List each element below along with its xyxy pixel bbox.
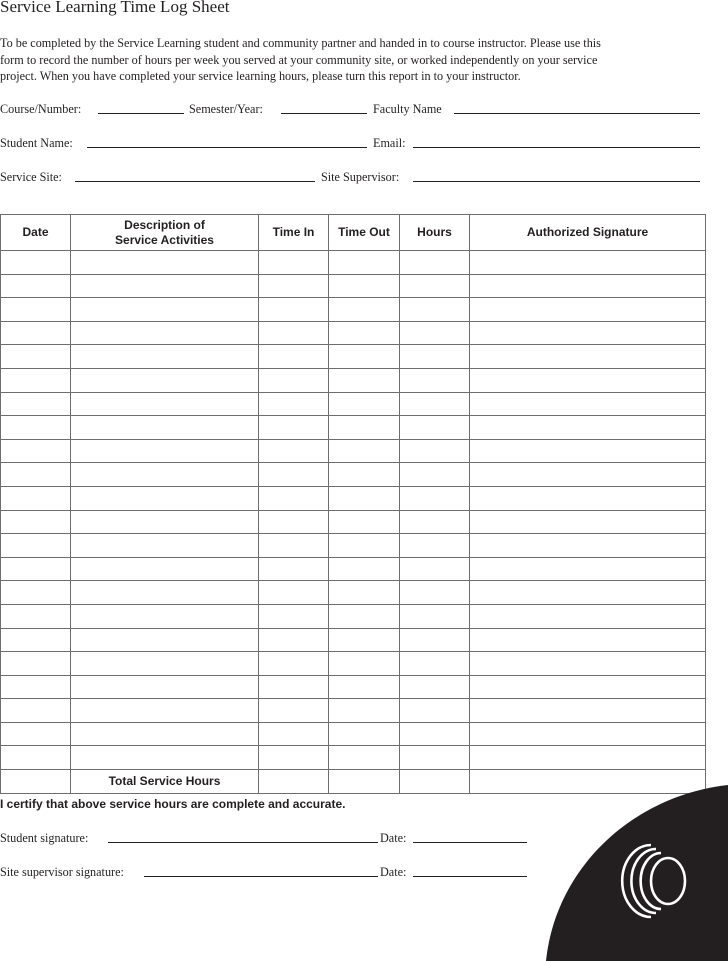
signature-cell[interactable]	[470, 321, 706, 345]
hours-cell[interactable]	[400, 604, 470, 628]
hours-cell[interactable]	[400, 628, 470, 652]
time-out-cell[interactable]	[329, 722, 400, 746]
date-cell[interactable]	[1, 298, 71, 322]
time-in-cell[interactable]	[259, 675, 329, 699]
description-cell[interactable]	[71, 652, 259, 676]
time-in-cell[interactable]	[259, 699, 329, 723]
signature-cell[interactable]	[470, 699, 706, 723]
time-out-cell[interactable]	[329, 699, 400, 723]
total-date-cell[interactable]	[1, 770, 71, 794]
table-row	[1, 251, 706, 275]
description-cell[interactable]	[71, 298, 259, 322]
signature-cell[interactable]	[470, 581, 706, 605]
table-row	[1, 463, 706, 487]
signature-cell[interactable]	[470, 746, 706, 770]
time-log-table	[0, 214, 706, 794]
student-signature-label: Student signature:	[0, 831, 89, 845]
page-title: Service Learning Time Log Sheet	[0, 0, 230, 16]
email-field[interactable]	[413, 147, 700, 148]
time-out-cell[interactable]	[329, 416, 400, 440]
student-name-field[interactable]	[87, 147, 367, 148]
hours-cell[interactable]	[400, 652, 470, 676]
date-cell[interactable]	[1, 439, 71, 463]
time-in-cell[interactable]	[259, 439, 329, 463]
description-cell[interactable]	[71, 557, 259, 581]
signature-cell[interactable]	[470, 298, 706, 322]
date-cell[interactable]	[1, 486, 71, 510]
table-row	[1, 534, 706, 558]
column-header-date: Date	[1, 215, 71, 251]
date-cell[interactable]	[1, 510, 71, 534]
description-cell[interactable]	[71, 274, 259, 298]
hours-cell[interactable]	[400, 557, 470, 581]
table-row	[1, 557, 706, 581]
time-in-cell[interactable]	[259, 557, 329, 581]
faculty-name-label: Faculty Name	[373, 102, 442, 116]
faculty-name-field[interactable]	[454, 113, 700, 114]
signature-cell[interactable]	[470, 274, 706, 298]
hours-cell[interactable]	[400, 463, 470, 487]
time-out-cell[interactable]	[329, 392, 400, 416]
time-out-cell[interactable]	[329, 368, 400, 392]
hours-cell[interactable]	[400, 675, 470, 699]
date-cell[interactable]	[1, 321, 71, 345]
signature-cell[interactable]	[470, 604, 706, 628]
email-label: Email:	[373, 136, 406, 150]
student-date-label: Date:	[380, 831, 407, 845]
time-in-cell[interactable]	[259, 534, 329, 558]
table-row	[1, 345, 706, 369]
date-cell[interactable]	[1, 368, 71, 392]
total-hours-cell[interactable]	[400, 770, 470, 794]
supervisor-date-label: Date:	[380, 865, 407, 879]
logo-corner-shape	[546, 785, 728, 961]
description-cell[interactable]	[71, 581, 259, 605]
service-site-label: Service Site:	[0, 170, 62, 184]
table-row	[1, 392, 706, 416]
time-in-cell[interactable]	[259, 628, 329, 652]
total-time-out-cell[interactable]	[329, 770, 400, 794]
time-out-cell[interactable]	[329, 251, 400, 275]
site-supervisor-label: Site Supervisor:	[321, 170, 400, 184]
hours-cell[interactable]	[400, 298, 470, 322]
hours-cell[interactable]	[400, 274, 470, 298]
description-cell[interactable]	[71, 604, 259, 628]
time-in-cell[interactable]	[259, 510, 329, 534]
site-supervisor-field[interactable]	[413, 181, 700, 182]
certification-statement: I certify that above service hours are complete and accurate.	[0, 797, 346, 811]
table-row	[1, 652, 706, 676]
date-cell[interactable]	[1, 557, 71, 581]
column-header-authorized-signature: Authorized Signature	[470, 215, 706, 251]
table-row	[1, 628, 706, 652]
table-row	[1, 581, 706, 605]
time-out-cell[interactable]	[329, 463, 400, 487]
column-header-description-line: Description of	[124, 217, 205, 232]
description-cell[interactable]	[71, 251, 259, 275]
time-out-cell[interactable]	[329, 604, 400, 628]
description-cell[interactable]	[71, 722, 259, 746]
hours-cell[interactable]	[400, 746, 470, 770]
date-cell[interactable]	[1, 345, 71, 369]
signature-cell[interactable]	[470, 510, 706, 534]
signature-cell[interactable]	[470, 675, 706, 699]
date-cell[interactable]	[1, 652, 71, 676]
signature-cell[interactable]	[470, 628, 706, 652]
supervisor-signature-label: Site supervisor signature:	[0, 865, 124, 879]
hours-cell[interactable]	[400, 416, 470, 440]
time-in-cell[interactable]	[259, 392, 329, 416]
signature-cell[interactable]	[470, 416, 706, 440]
time-out-cell[interactable]	[329, 534, 400, 558]
semester-year-field[interactable]	[281, 113, 367, 114]
signature-cell[interactable]	[470, 439, 706, 463]
time-out-cell[interactable]	[329, 581, 400, 605]
time-in-cell[interactable]	[259, 722, 329, 746]
time-in-cell[interactable]	[259, 368, 329, 392]
signature-cell[interactable]	[470, 722, 706, 746]
time-out-cell[interactable]	[329, 486, 400, 510]
instructions	[0, 35, 705, 85]
time-out-cell[interactable]	[329, 321, 400, 345]
service-site-field[interactable]	[75, 181, 315, 182]
table-row	[1, 746, 706, 770]
hours-cell[interactable]	[400, 722, 470, 746]
student-signature-field[interactable]	[108, 842, 378, 843]
signature-cell[interactable]	[470, 652, 706, 676]
description-cell[interactable]	[71, 439, 259, 463]
description-cell[interactable]	[71, 368, 259, 392]
signature-cell[interactable]	[470, 557, 706, 581]
time-out-cell[interactable]	[329, 510, 400, 534]
date-cell[interactable]	[1, 416, 71, 440]
table-row	[1, 439, 706, 463]
time-out-cell[interactable]	[329, 652, 400, 676]
time-in-cell[interactable]	[259, 251, 329, 275]
total-time-in-cell[interactable]	[259, 770, 329, 794]
college-logo-icon	[546, 785, 728, 961]
time-out-cell[interactable]	[329, 274, 400, 298]
date-cell[interactable]	[1, 581, 71, 605]
description-cell[interactable]	[71, 628, 259, 652]
date-cell[interactable]	[1, 251, 71, 275]
description-cell[interactable]	[71, 534, 259, 558]
time-in-cell[interactable]	[259, 604, 329, 628]
date-cell[interactable]	[1, 628, 71, 652]
hours-cell[interactable]	[400, 368, 470, 392]
date-cell[interactable]	[1, 274, 71, 298]
description-cell[interactable]	[71, 746, 259, 770]
description-cell[interactable]	[71, 321, 259, 345]
semester-year-label: Semester/Year:	[189, 102, 263, 116]
time-out-cell[interactable]	[329, 345, 400, 369]
table-row	[1, 675, 706, 699]
description-cell[interactable]	[71, 699, 259, 723]
column-header-time-in: Time In	[259, 215, 329, 251]
student-name-label: Student Name:	[0, 136, 73, 150]
table-body	[1, 251, 706, 794]
instructions-line: form to record the number of hours per week you served at your community site, or worked independently on your service	[0, 52, 598, 67]
column-header-description-line: Service Activities	[115, 232, 214, 247]
description-cell[interactable]	[71, 345, 259, 369]
table-row	[1, 298, 706, 322]
hours-cell[interactable]	[400, 439, 470, 463]
instructions-line: project. When you have completed your service learning hours, please turn this report in to your instructor.	[0, 69, 521, 84]
hours-cell[interactable]	[400, 392, 470, 416]
time-in-cell[interactable]	[259, 581, 329, 605]
time-out-cell[interactable]	[329, 675, 400, 699]
student-date-field[interactable]	[413, 842, 527, 843]
time-in-cell[interactable]	[259, 652, 329, 676]
time-in-cell[interactable]	[259, 345, 329, 369]
date-cell[interactable]	[1, 675, 71, 699]
description-cell[interactable]	[71, 486, 259, 510]
signature-cell[interactable]	[470, 534, 706, 558]
hours-cell[interactable]	[400, 486, 470, 510]
table-row	[1, 321, 706, 345]
hours-cell[interactable]	[400, 699, 470, 723]
description-cell[interactable]	[71, 675, 259, 699]
table-row	[1, 274, 706, 298]
signature-cell[interactable]	[470, 392, 706, 416]
table-row	[1, 722, 706, 746]
signature-cell[interactable]	[470, 251, 706, 275]
date-cell[interactable]	[1, 722, 71, 746]
column-header-time-out: Time Out	[329, 215, 400, 251]
hours-cell[interactable]	[400, 345, 470, 369]
instructions-line: To be completed by the Service Learning student and community partner and handed in to course instructor. Please use this	[0, 36, 601, 50]
table-row	[1, 510, 706, 534]
hours-cell[interactable]	[400, 251, 470, 275]
table-row	[1, 699, 706, 723]
date-cell[interactable]	[1, 699, 71, 723]
time-out-cell[interactable]	[329, 439, 400, 463]
date-cell[interactable]	[1, 604, 71, 628]
signature-cell[interactable]	[470, 463, 706, 487]
description-cell[interactable]	[71, 416, 259, 440]
date-cell[interactable]	[1, 746, 71, 770]
description-cell[interactable]	[71, 510, 259, 534]
column-header-hours: Hours	[400, 215, 470, 251]
time-out-cell[interactable]	[329, 746, 400, 770]
table-row	[1, 416, 706, 440]
time-in-cell[interactable]	[259, 486, 329, 510]
hours-cell[interactable]	[400, 321, 470, 345]
hours-cell[interactable]	[400, 534, 470, 558]
time-in-cell[interactable]	[259, 274, 329, 298]
date-cell[interactable]	[1, 534, 71, 558]
supervisor-date-field[interactable]	[413, 876, 527, 877]
course-number-field[interactable]	[98, 113, 184, 114]
time-out-cell[interactable]	[329, 557, 400, 581]
total-service-hours-label: Total Service Hours	[71, 770, 259, 794]
date-cell[interactable]	[1, 463, 71, 487]
course-number-label: Course/Number:	[0, 102, 82, 116]
signature-cell[interactable]	[470, 345, 706, 369]
table-row	[1, 368, 706, 392]
signature-cell[interactable]	[470, 486, 706, 510]
hours-cell[interactable]	[400, 581, 470, 605]
table-header-row	[1, 215, 706, 251]
time-in-cell[interactable]	[259, 298, 329, 322]
time-in-cell[interactable]	[259, 321, 329, 345]
description-cell[interactable]	[71, 463, 259, 487]
time-out-cell[interactable]	[329, 298, 400, 322]
date-cell[interactable]	[1, 392, 71, 416]
time-in-cell[interactable]	[259, 746, 329, 770]
table-row	[1, 604, 706, 628]
signature-cell[interactable]	[470, 368, 706, 392]
time-in-cell[interactable]	[259, 463, 329, 487]
hours-cell[interactable]	[400, 510, 470, 534]
time-out-cell[interactable]	[329, 628, 400, 652]
table-row	[1, 486, 706, 510]
column-header-description	[71, 215, 259, 251]
supervisor-signature-field[interactable]	[144, 876, 378, 877]
description-cell[interactable]	[71, 392, 259, 416]
time-in-cell[interactable]	[259, 416, 329, 440]
